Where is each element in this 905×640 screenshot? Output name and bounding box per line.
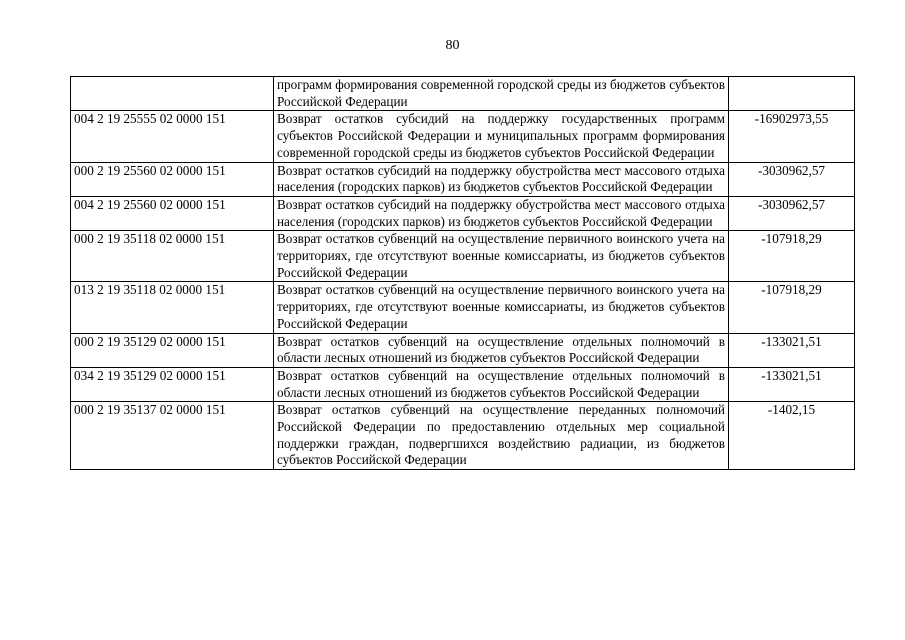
amount-cell: -107918,29	[729, 282, 855, 333]
description-cell: программ формирования современной городской среды из бюджетов субъектов Российской Федерации	[274, 77, 729, 111]
amount-cell: -133021,51	[729, 367, 855, 401]
budget-code-cell	[71, 77, 274, 111]
budget-code-cell: 013 2 19 35118 02 0000 151	[71, 282, 274, 333]
description-cell: Возврат остатков субвенций на осуществление первичного воинского учета на территориях, где отсутствуют военные комиссариаты, из бюджетов субъектов Российской Федерации	[274, 231, 729, 282]
budget-code-cell: 034 2 19 35129 02 0000 151	[71, 367, 274, 401]
budget-code-cell: 004 2 19 25560 02 0000 151	[71, 196, 274, 230]
description-cell: Возврат остатков субсидий на поддержку обустройства мест массового отдыха населения (городских парков) из бюджетов субъектов Российской Федерации	[274, 196, 729, 230]
page-number: 80	[445, 38, 460, 53]
table-row	[71, 402, 855, 470]
table-row	[71, 333, 855, 367]
amount-cell: -107918,29	[729, 231, 855, 282]
amount-cell	[729, 77, 855, 111]
table-row	[71, 162, 855, 196]
table-row	[71, 367, 855, 401]
description-cell: Возврат остатков субвенций на осуществление первичного воинского учета на территориях, где отсутствуют военные комиссариаты, из бюджетов субъектов Российской Федерации	[274, 282, 729, 333]
amount-cell: -3030962,57	[729, 162, 855, 196]
budget-table	[70, 76, 855, 470]
amount-cell: -16902973,55	[729, 111, 855, 162]
amount-cell: -133021,51	[729, 333, 855, 367]
budget-code-cell: 000 2 19 25560 02 0000 151	[71, 162, 274, 196]
amount-cell: -1402,15	[729, 402, 855, 470]
amount-cell: -3030962,57	[729, 196, 855, 230]
table-row	[71, 231, 855, 282]
description-cell: Возврат остатков субвенций на осуществление отдельных полномочий в области лесных отношений из бюджетов субъектов Российской Федерации	[274, 367, 729, 401]
description-cell: Возврат остатков субсидий на поддержку государственных программ субъектов Российской Федерации и муниципальных программ формирования современной городской среды из бюджетов субъектов Российской Федерации	[274, 111, 729, 162]
budget-code-cell: 000 2 19 35137 02 0000 151	[71, 402, 274, 470]
budget-code-cell: 000 2 19 35129 02 0000 151	[71, 333, 274, 367]
table-row	[71, 282, 855, 333]
budget-code-cell: 000 2 19 35118 02 0000 151	[71, 231, 274, 282]
description-cell: Возврат остатков субвенций на осуществление отдельных полномочий в области лесных отношений из бюджетов субъектов Российской Федерации	[274, 333, 729, 367]
table-row	[71, 196, 855, 230]
table-row	[71, 77, 855, 111]
table-row	[71, 111, 855, 162]
budget-code-cell: 004 2 19 25555 02 0000 151	[71, 111, 274, 162]
description-cell: Возврат остатков субвенций на осуществление переданных полномочий Российской Федерации по предоставлению отдельных мер социальной поддержки граждан, подвергшихся воздействию радиации, из бюджетов субъектов Российской Федерации	[274, 402, 729, 470]
description-cell: Возврат остатков субсидий на поддержку обустройства мест массового отдыха населения (городских парков) из бюджетов субъектов Российской Федерации	[274, 162, 729, 196]
